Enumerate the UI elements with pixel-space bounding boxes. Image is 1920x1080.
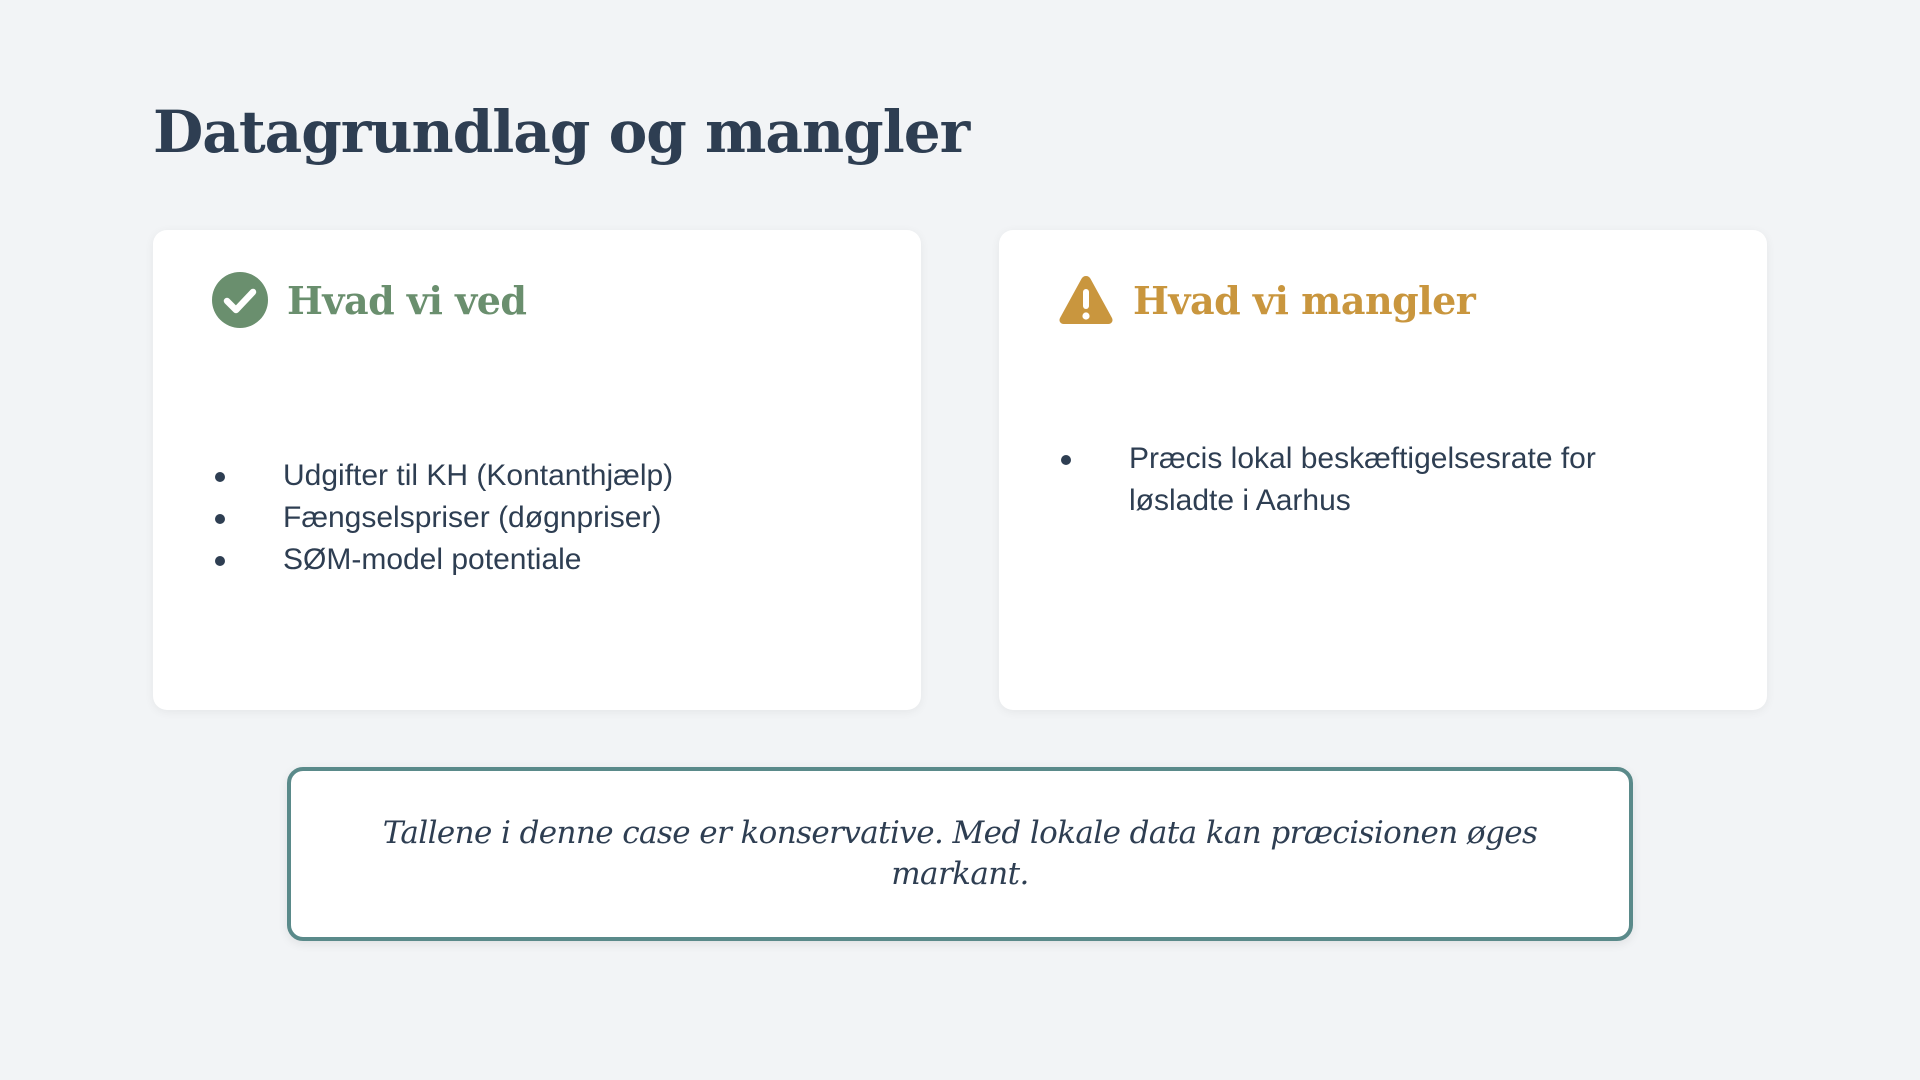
bullet-icon xyxy=(215,556,225,566)
missing-card xyxy=(999,230,1767,710)
page-title: Datagrundlag og mangler xyxy=(153,98,970,166)
missing-card-title: Hvad vi mangler xyxy=(1133,277,1476,323)
known-card-title: Hvad vi ved xyxy=(287,277,527,323)
bullet-icon xyxy=(1061,455,1071,465)
list-item xyxy=(211,455,861,497)
list-item-text: Udgifter til KH (Kontanthjælp) xyxy=(283,459,674,492)
warning-triangle-icon xyxy=(1057,271,1115,329)
list-item-text: SØM-model potentiale xyxy=(283,543,582,576)
missing-card-header xyxy=(1057,270,1475,330)
check-circle-icon xyxy=(211,271,269,329)
known-list xyxy=(211,455,861,581)
note-text: Tallene i denne case er konservative. Med lokale data kan præcisionen øges markant. xyxy=(382,815,1538,892)
known-card xyxy=(153,230,921,710)
list-item xyxy=(211,539,861,581)
bullet-icon xyxy=(215,472,225,482)
list-item xyxy=(1057,438,1657,522)
note-box xyxy=(287,767,1633,941)
list-item-text: Præcis lokal beskæftigelsesrate for løsladte i Aarhus xyxy=(1129,442,1596,517)
bullet-icon xyxy=(215,514,225,524)
list-item xyxy=(211,497,861,539)
list-item-text: Fængselspriser (døgnpriser) xyxy=(283,501,662,534)
known-card-header xyxy=(211,270,526,330)
missing-list xyxy=(1057,438,1657,522)
